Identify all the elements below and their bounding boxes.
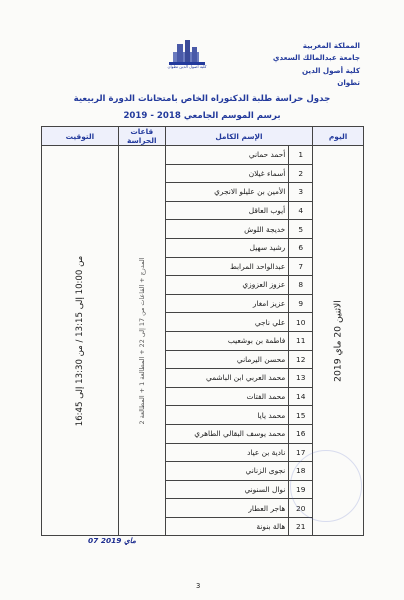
row-name: محمد يوسف البقالي الطاهري <box>165 424 289 443</box>
document-title: جدول حراسة طلبة الدكتوراه الخاص بامتحانات الدورة الربيعية <box>73 94 331 104</box>
row-number: 3 <box>289 183 313 202</box>
row-number: 2 <box>289 164 313 183</box>
faded-seal <box>290 450 362 522</box>
room-text: المدرج + القاعات من 17 إلى 22 + المطالعة 1 + المطالعة 2 <box>137 257 146 425</box>
row-name: محمد الفتات <box>165 387 289 406</box>
row-number: 19 <box>289 480 313 499</box>
row-name: نادية بن عياد <box>165 443 289 462</box>
row-number: 11 <box>289 331 313 350</box>
row-number: 17 <box>289 443 313 462</box>
row-number: 9 <box>289 294 313 313</box>
row-number: 18 <box>289 462 313 481</box>
row-name: محسن اليرماني <box>165 350 289 369</box>
row-number: 8 <box>289 276 313 295</box>
row-name: هالة بنونة <box>165 517 289 536</box>
time-cell <box>42 146 119 536</box>
header-line-3: كلية أصول الدين <box>301 65 360 75</box>
row-name: أحمد حماني <box>165 146 289 165</box>
row-number: 16 <box>289 424 313 443</box>
row-name: عزيز امغار <box>165 294 289 313</box>
header-line-1: المملكة المغربية <box>302 41 360 50</box>
row-name: عبدالواحد المرابط <box>165 257 289 276</box>
header-name: الإسم الكامل <box>165 127 312 146</box>
row-number: 1 <box>289 146 313 165</box>
date-stamp: 07 ماي 2019 <box>88 536 137 545</box>
day-text: الاثنين 20 ماي 2019 <box>332 299 344 382</box>
table-header-row <box>42 127 364 146</box>
row-number: 15 <box>289 406 313 425</box>
row-number: 5 <box>289 220 313 239</box>
room-cell <box>118 146 165 536</box>
row-number: 20 <box>289 499 313 518</box>
header-room: قاعات الحراسة <box>118 127 165 146</box>
header-line-2: جامعة عبدالمالك السعدي <box>272 53 360 63</box>
table-row <box>42 146 364 165</box>
row-name: الأمين بن عليلو الانجري <box>165 183 289 202</box>
header-day: اليوم <box>313 127 364 146</box>
logo-caption: كلية أصول الدين تطوان <box>167 64 207 69</box>
row-name: محمد العربي ابن الباشمي <box>165 369 289 388</box>
row-number: 12 <box>289 350 313 369</box>
time-text: من 10:00 إلى 13:15 / من 13:30 إلى 16:45 <box>74 255 85 427</box>
row-name: هاجر العطار <box>165 499 289 518</box>
row-number: 14 <box>289 387 313 406</box>
row-name: فاطمة بن بوشعيب <box>165 331 289 350</box>
row-name: أسماء غيلان <box>165 164 289 183</box>
row-name: أيوب العاقل <box>165 201 289 220</box>
row-name: نجوى الزناني <box>165 462 289 481</box>
institution-header <box>240 40 360 89</box>
row-number: 13 <box>289 369 313 388</box>
row-number: 7 <box>289 257 313 276</box>
row-number: 10 <box>289 313 313 332</box>
row-number: 6 <box>289 238 313 257</box>
row-name: عزوز العزوزي <box>165 276 289 295</box>
page-number: 3 <box>196 582 201 590</box>
document-subtitle: برسم الموسم الجامعي 2018 - 2019 <box>123 111 281 121</box>
row-name: علي ناجي <box>165 313 289 332</box>
header-line-4: تطوان <box>337 77 360 87</box>
row-number: 21 <box>289 517 313 536</box>
header-time: التوقيت <box>42 127 119 146</box>
row-name: نوال السنوني <box>165 480 289 499</box>
row-name: محمد يايا <box>165 406 289 425</box>
row-number: 4 <box>289 201 313 220</box>
row-name: رشيد سهيل <box>165 238 289 257</box>
row-name: خديجة اللوش <box>165 220 289 239</box>
